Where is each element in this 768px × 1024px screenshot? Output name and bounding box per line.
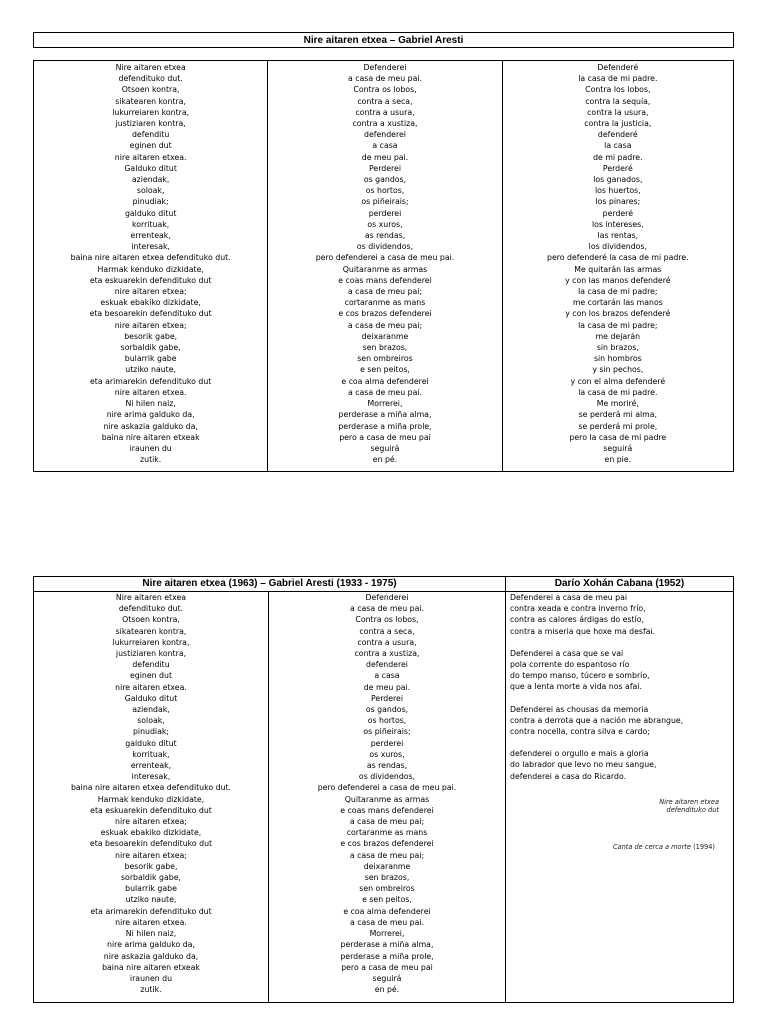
poem-line: contra a usura, [357,637,417,647]
poem-line: Otsoen kontra, [121,85,180,95]
poem-line: Perderei [370,693,404,703]
poem-line: defenderei [366,660,408,670]
table-header-row [34,577,733,592]
poem-line: las rentas, [597,231,639,241]
poem-line: los pinares; [595,197,641,207]
poem-line: os dividendos, [356,242,414,252]
poem-line: sen brazos, [364,873,410,883]
poem-line: defenderé [597,130,638,140]
poem-line: baina nire aitaren etxeak [102,962,200,972]
source-title: Canta de cerca a morte [612,842,691,851]
poem-line: sikatearen kontra, [115,626,187,636]
poem-line: se perderá mi alma, [578,410,658,420]
poem-line: contra la justicia, [584,119,652,129]
poem-line: a casa de meu pai. [347,74,423,84]
poem-line: y sin pechos, [592,365,644,375]
poem-line: contra a xustiza, [352,119,418,129]
cabana-poem [510,592,733,782]
poem-line: nire arima galduko da, [107,940,195,950]
poem-line: Otsoen kontra, [122,615,180,625]
poem-line: nire aitaren etxea; [115,817,187,827]
poem-line: errenteak, [130,231,171,241]
poem-line: Harmak kenduko dizkidate, [97,794,205,804]
poem-line: a casa de meu pai; [349,817,425,827]
top-title: Nire aitaren etxea – Gabriel Aresti [33,32,734,48]
poem-line: os xuros, [367,219,403,229]
stanza [510,592,733,637]
poem-line: os piñeirais; [361,197,409,207]
poem-line: interesak, [131,772,171,782]
poem-line: Defenderé [597,63,639,72]
poem-line: contra as calores árdigas do estío, [510,615,644,625]
poem-line: e coas mans defenderei [338,275,432,285]
poem-line: me cortarán las manos [572,298,663,308]
poem-line: Contra os lobos, [353,85,417,95]
poem-line: iraunen du [129,973,173,983]
poem-line: la casa de mi padre. [578,387,658,397]
poem-line: do labrador que levo no meu sangue, [510,760,657,770]
poem-line: errenteak, [130,761,172,771]
poem-line: defenderei [364,130,406,140]
poem-line: de meu pai. [361,152,409,162]
stanza [510,648,733,693]
poem-line: contra a usura, [355,107,415,117]
poem-line: sin brazos, [596,343,639,353]
poem-line: os hortos, [367,716,407,726]
poem-line: e cos brazos defenderei [340,839,434,849]
poem-line: contra la sequía, [585,96,651,106]
poem-line: Me moriré, [596,399,639,409]
poem-line: perderase a miña alma, [338,410,432,420]
poem-line: los dividendos, [588,242,647,252]
poem-line: baina nire aitaren etxea defendituko dut. [70,253,231,263]
poem-line: e sen peitos, [360,365,410,375]
poem-line: sen brazos, [362,343,408,353]
poem-line: contra nocella, contra silva e cardo; [510,727,650,737]
poem-line: besorik gabe, [124,331,178,341]
poem-line: deixaranme [363,861,411,871]
poem-line: e coa alma defenderei [341,376,429,386]
poem-line: Galduko ditut [124,163,177,173]
poem-line: korrituak, [132,219,170,229]
poem-line: se perderá mi prole, [578,421,658,431]
poem-line: a casa de meu pai; [349,850,425,860]
poem-line: la casa de mi padre; [578,320,658,330]
poem-line: nire aitaren etxea. [114,387,187,397]
cabana-column [506,592,733,1003]
poem-line: Defenderei as chousas da memoria [510,704,649,714]
poem-line: de mi padre. [593,152,643,162]
poem-line: deixaranme [361,331,409,341]
galician-column [269,592,506,1003]
poem-line: sen ombreiros [357,354,413,364]
poem-line: a casa de meu pai. [349,917,425,927]
poem-line: os piñeirais; [363,727,411,737]
poem-line: bularrik gabe [125,884,177,894]
poem-line: pinudiak; [132,197,169,207]
poem-line: Ni hilen naiz, [125,399,176,409]
poem-line: korrituak, [132,749,170,759]
poem-line: bularrik gabe [124,354,177,364]
poem-line: defendituko dut. [118,604,184,614]
poem-line: seguirá [603,443,633,453]
poem-line: contra xeada e contra inverno frío, [510,604,646,614]
poem-line: Morrerei, [369,929,405,939]
source-citation [510,843,733,852]
poem-line: nire aitaren etxea. [115,917,187,927]
poem-line: sen ombreiros [359,884,415,894]
poem-line: eskuak ebakiko dizkidate, [100,828,202,838]
poem-line: utziko naute, [125,365,177,375]
poem-line: eta besoarekin defendituko dut [89,309,212,319]
poem-line: a casa de meu pai. [347,387,423,397]
poem-line: Nire aitaren etxea [115,593,187,602]
poem-line: contra a derrota que a nación me abrangue, [510,715,684,725]
poem-line: en pé. [372,455,398,465]
poem-line: aziendak, [132,705,170,715]
quote-line: defendituko dut [666,806,719,815]
poem-line: eta arimarekin defendituko dut [89,376,212,386]
poem-line: eta besoarekin defendituko dut [89,839,213,849]
poem-line: eginen dut [129,671,173,681]
poem-line: e sen peitos, [362,895,412,905]
poem-line: defendituko dut. [118,74,183,84]
poem-line: nire aitaren etxea. [114,152,187,162]
poem-line: os gandos, [363,175,407,185]
poem-line: a casa de meu pai; [347,287,423,297]
poem-line: sin hombros [593,354,642,364]
poem-line: la casa de mi padre. [578,74,658,84]
basque-column [34,61,268,471]
poem-line: lukurreiaren kontra, [112,637,190,647]
poem-line: cortaranme as mans [346,828,428,838]
poem-line: Perderé [602,163,633,173]
poem-line: en pé. [374,985,400,995]
poem-line: contra a seca, [359,626,415,636]
poem-line: aziendak, [131,175,170,185]
poem-line: besorik gabe, [124,861,178,871]
poem-line: e coas mans defenderei [340,805,434,815]
poem-line: Harmak kenduko dizkidate, [97,264,204,274]
poem-line: perderei [370,738,404,748]
poem-line: que a lenta morte a vida nos afai. [510,682,642,692]
poem-line: as rendas, [364,231,406,241]
poem-line: do tempo manso, túcero e sombrío, [510,671,650,681]
poem-line: Defenderei a casa de meu pai [510,593,628,602]
poem-line: Morrerei, [367,399,403,409]
poem-line: eskuak ebakiko dizkidate, [100,298,201,308]
stanza [510,748,733,782]
poem-line: nire arima galduko da, [106,410,195,420]
poem-line: Contra os lobos, [355,615,419,625]
poem-line: defenderei o orgullo e mais a gloria [510,749,649,759]
poem-line: pinudiak; [132,727,170,737]
poem-line: contra a seca, [357,96,413,106]
poem-line: eta eskuarekin defendituko dut [89,275,212,285]
poem-line: justiziaren kontra, [115,649,187,659]
poem-line: Ni hilen naiz, [125,929,177,939]
poem-line: zutik. [140,985,162,995]
poem-line: nire aitaren etxea. [115,682,187,692]
poem-line: eta arimarekin defendituko dut [90,906,212,916]
poem-line: a casa de meu pai. [349,604,425,614]
poem-line: Defenderei a casa que se vai [510,648,624,658]
poem-line: nire askazia galduko da, [103,951,199,961]
poem-line: perderase a miña prole, [340,951,434,961]
poem-line: y con el alma defenderé [570,376,666,386]
poem-line: la casa de mi padre; [578,287,658,297]
poem-line: a casa [374,671,400,681]
poem-line: pola corrente do espantoso río [510,660,630,670]
poem-line: contra a miseria que hoxe ma desfai. [510,626,656,636]
poem-line: baina nire aitaren etxea defendituko dut. [70,783,232,793]
poem-line: me dejarán [595,331,641,341]
poem-line: Contra los lobos, [585,85,651,95]
poem-line: interesak, [131,242,170,252]
poem-line: galduko ditut [125,738,177,748]
poem-line: Perderei [368,163,402,173]
poem-line: os gandos, [365,705,409,715]
poem-line: y con las manos defenderé [565,275,671,285]
poem-line: la casa [604,141,632,151]
poem-line: perderase a miña prole, [338,421,432,431]
poem-line: e coa alma defenderei [343,906,431,916]
poem-line: os xuros, [369,749,405,759]
galician-column [268,61,502,471]
poem-line: los ganados, [593,175,643,185]
poem-line: pero a casa de meu pai [341,962,433,972]
poem-line: os dividendos, [358,772,416,782]
poem-line: seguirá [370,443,400,453]
poem-line: los intereses, [591,219,644,229]
spanish-column [503,61,733,471]
poem-line: Nire aitaren etxea [115,63,186,72]
poem-line: os hortos, [365,186,405,196]
poem-line: nire askazia galduko da, [103,421,198,431]
poem-line: nire aitaren etxea; [115,850,187,860]
poem-line: defenditu [131,130,170,140]
poem-line: sorbaldik gabe, [121,873,181,883]
poem-line: sorbaldik gabe, [120,343,181,353]
poem-line: galduko ditut [124,208,177,218]
poem-line: soloak, [137,716,165,726]
header-aresti: Nire aitaren etxea (1963) – Gabriel Aresti (1933 - 1975) [34,577,506,591]
poem-line: eginen dut [129,141,172,151]
poem-line: e cos brazos defenderei [338,309,432,319]
poem-line: Defenderei [365,593,409,602]
poem-line: defenditu [132,660,170,670]
poem-line: pero la casa de mi padre [569,432,667,442]
poem-line: Quitaranme as armas [342,264,428,274]
poem-line: seguirá [372,973,402,983]
poem-line: contra la usura, [587,107,649,117]
poem-line: eta eskuarekin defendituko dut [90,805,212,815]
poem-line: defenderei a casa do Ricardo. [510,771,627,781]
poem-line: contra a xustiza, [354,649,420,659]
source-year: (1994) [693,842,715,851]
poem-line: lukurreiaren kontra, [112,107,190,117]
top-translation-table [33,60,734,472]
poem-line: sikatearen kontra, [115,96,187,106]
poem-line: de meu pai. [363,682,411,692]
poem-line: pero defenderei a casa de meu pai. [317,783,457,793]
epigraph-quote [510,798,733,815]
poem-line: soloak, [136,186,165,196]
poem-line: baina nire aitaren etxeak [101,432,200,442]
poem-line: nire aitaren etxea; [114,320,187,330]
poem-line: nire aitaren etxea; [114,287,187,297]
poem-line: y con los brazos defenderé [565,309,671,319]
poem-line: a casa [372,141,398,151]
stanza [510,704,733,738]
header-cabana: Darío Xohán Cabana (1952) [554,578,685,589]
bottom-comparison-table [33,576,734,1003]
poem-line: pero a casa de meu pai [339,432,431,442]
poem-line: utziko naute, [125,895,177,905]
poem-line: perderei [368,208,402,218]
quote-line: Nire aitaren etxea [659,797,719,806]
poem-line: perderase a miña alma, [340,940,434,950]
poem-line: zutik. [140,455,162,465]
poem-line: pero defenderei a casa de meu pai. [315,253,455,263]
poem-line: a casa de meu pai; [347,320,423,330]
poem-line: justiziaren kontra, [115,119,186,129]
poem-line: Galduko ditut [124,693,178,703]
poem-line: Me quitarán las armas [574,264,662,274]
poem-line: en pie. [604,455,632,465]
poem-line: cortaranme as mans [344,298,426,308]
poem-line: los huertos, [594,186,641,196]
basque-column [34,592,269,1003]
poem-line: Quitaranme as armas [344,794,430,804]
poem-line: iraunen du [129,443,172,453]
poem-line: as rendas, [366,761,408,771]
poem-line: Defenderei [363,63,407,72]
poem-line: perderé [602,208,634,218]
poem-line: pero defenderé la casa de mi padre. [547,253,689,263]
